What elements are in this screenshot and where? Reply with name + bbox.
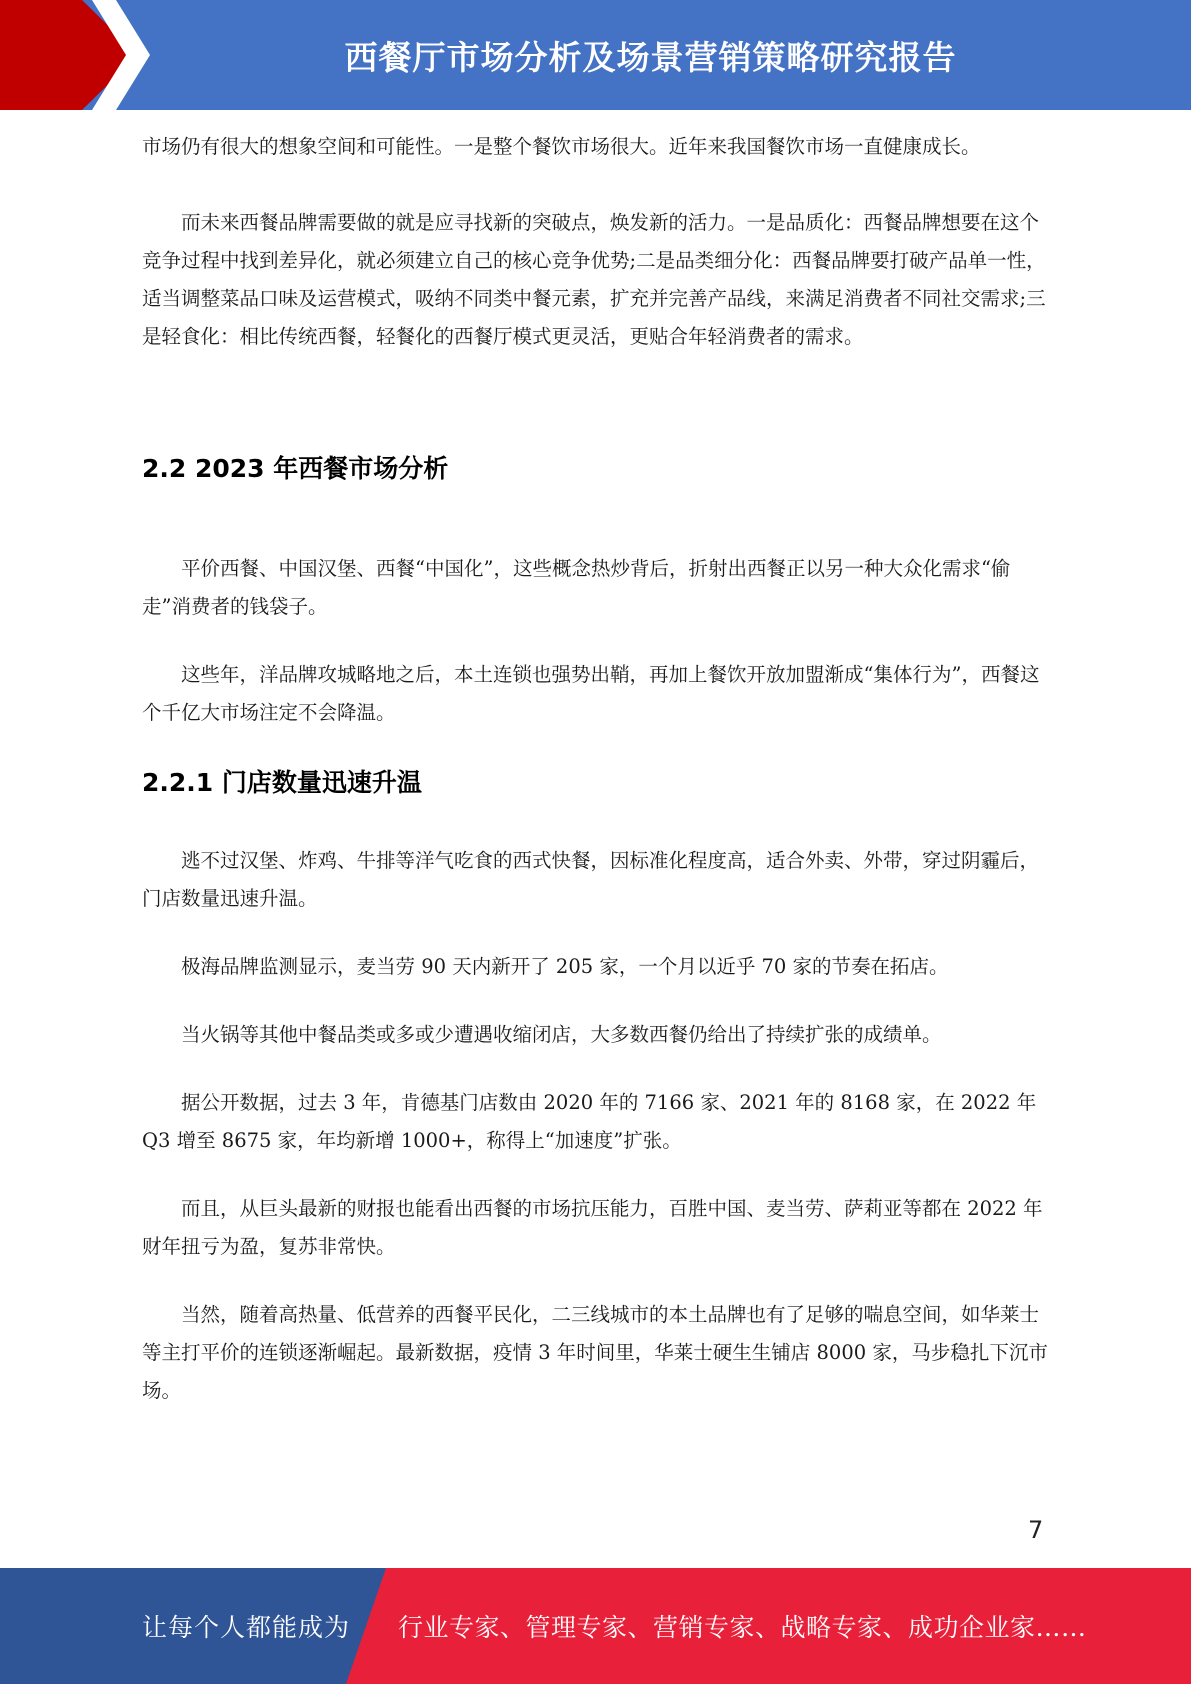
section-heading-2-2: 2.2 2023 年西餐市场分析 bbox=[142, 454, 449, 483]
page-number: 7 bbox=[1028, 1516, 1044, 1544]
paragraph-3: 平价西餐、中国汉堡、西餐“中国化”，这些概念热炒背后，折射出西餐正以另一种大众化需求“偷走”消费者的钱袋子。 bbox=[142, 557, 1011, 618]
paragraph-9: 而且，从巨头最新的财报也能看出西餐的市场抗压能力，百胜中国、麦当劳、萨莉亚等都在 2022 年财年扭亏为盈，复苏非常快。 bbox=[142, 1197, 1043, 1258]
page-content bbox=[142, 128, 1052, 1410]
header-title: 西餐厅市场分析及场景营销策略研究报告 bbox=[344, 37, 957, 77]
paragraph-6: 极海品牌监测显示，麦当劳 90 天内新开了 205 家，一个月以近乎 70 家的节奏在拓店。 bbox=[181, 955, 949, 978]
footer-slogan-right: 行业专家、管理专家、营销专家、战略专家、成功企业家…… bbox=[398, 1613, 1087, 1642]
paragraph-4: 这些年，洋品牌攻城略地之后，本土连锁也强势出鞘，再加上餐饮开放加盟渐成“集体行为”，西餐这个千亿大市场注定不会降温。 bbox=[142, 663, 1040, 724]
paragraph-7: 当火锅等其他中餐品类或多或少遭遇收缩闭店，大多数西餐仍给出了持续扩张的成绩单。 bbox=[181, 1023, 942, 1046]
page-footer bbox=[0, 1568, 1191, 1684]
paragraph-5: 逃不过汉堡、炸鸡、牛排等洋气吃食的西式快餐，因标准化程度高，适合外卖、外带，穿过阴霾后，门店数量迅速升温。 bbox=[142, 849, 1040, 910]
footer-slogan-left: 让每个人都能成为 bbox=[142, 1613, 351, 1642]
paragraph-2: 而未来西餐品牌需要做的就是应寻找新的突破点，焕发新的活力。一是品质化：西餐品牌想要在这个竞争过程中找到差异化，就必须建立自己的核心竞争优势;二是品类细分化：西餐品牌要打破产品单一性，适当调整菜品口味及运营模式，吸纳不同类中餐元素，扩充并完善产品线，来满足消费者不同社交需求;三是轻食化：相比传统西餐，轻餐化的西餐厅模式更灵活，更贴合年轻消费者的需求。 bbox=[142, 211, 1046, 348]
paragraph-8: 据公开数据，过去 3 年，肯德基门店数由 2020 年的 7166 家、2021 年的 8168 家，在 2022 年 Q3 增至 8675 家，年均新增 1000+，称得上“加速度”扩张。 bbox=[142, 1091, 1037, 1152]
paragraph-1: 市场仍有很大的想象空间和可能性。一是整个餐饮市场很大。近年来我国餐饮市场一直健康成长。 bbox=[142, 135, 981, 158]
section-heading-2-2-1: 2.2.1 门店数量迅速升温 bbox=[142, 768, 422, 797]
paragraph-10: 当然，随着高热量、低营养的西餐平民化，二三线城市的本土品牌也有了足够的喘息空间，如华莱士等主打平价的连锁逐渐崛起。最新数据，疫情 3 年时间里，华莱士硬生生铺店 8000 家，马步稳扎下沉市场。 bbox=[142, 1303, 1048, 1402]
page-header bbox=[0, 0, 1191, 110]
